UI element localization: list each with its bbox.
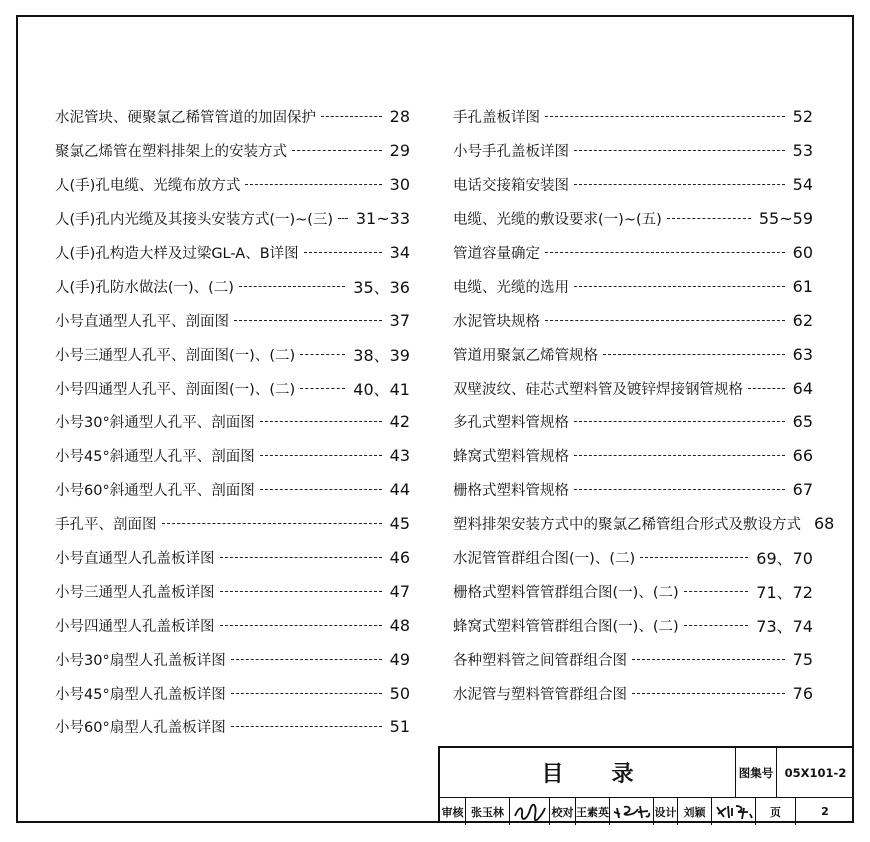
toc-leader-line	[545, 320, 785, 321]
toc-right-column	[453, 100, 835, 710]
toc-entry-title: 小号60°斜通型人孔平、剖面图	[55, 483, 255, 500]
toc-leader-line	[574, 184, 785, 185]
toc-entry	[453, 168, 813, 202]
toc-leader-line	[603, 354, 785, 355]
toc-entry	[55, 642, 410, 676]
toc-entry	[453, 574, 813, 608]
toc-leader-line	[260, 455, 382, 456]
toc-entry-title: 栅格式塑料管规格	[453, 483, 569, 500]
toc-entry-title: 多孔式塑料管规格	[453, 415, 569, 432]
title-block	[438, 746, 854, 823]
toc-entry-page: 49	[389, 649, 410, 669]
toc-entry	[55, 168, 410, 202]
toc-entry-title: 水泥管块规格	[453, 313, 540, 330]
toc-entry-page: 44	[389, 480, 410, 500]
page-label: 页	[756, 798, 796, 825]
toc-entry-page: 62	[792, 310, 813, 330]
toc-leader-line	[220, 591, 382, 592]
checker-name: 王素英	[576, 798, 610, 825]
toc-entry-page: 63	[792, 344, 813, 364]
toc-entry-title: 聚氯乙烯管在塑料排架上的安装方式	[55, 144, 287, 161]
toc-leader-line	[245, 184, 381, 185]
toc-entry-title: 小号45°斜通型人孔平、剖面图	[55, 449, 255, 466]
review-label: 审核	[440, 798, 466, 825]
toc-entry-page: 64	[792, 378, 813, 398]
toc-entry-title: 双壁波纹、硅芯式塑料管及镀锌焊接钢管规格	[453, 381, 743, 398]
toc-entry-page: 73、74	[756, 616, 813, 636]
toc-entry-title: 管道用聚氯乙烯管规格	[453, 347, 598, 364]
toc-entry	[55, 371, 410, 405]
toc-entry-title: 人(手)孔防水做法(一)、(二)	[55, 279, 234, 296]
toc-entry-page: 47	[389, 581, 410, 601]
drawing-title: 目录	[440, 748, 736, 797]
toc-entry-page: 67	[792, 480, 813, 500]
toc-entry	[55, 541, 410, 575]
toc-leader-line	[667, 218, 751, 219]
toc-entry	[453, 100, 813, 134]
toc-entry-title: 手孔平、剖面图	[55, 517, 157, 534]
toc-entry-title: 各种塑料管之间管群组合图	[453, 652, 627, 669]
toc-leader-line	[239, 286, 345, 287]
toc-leader-line	[231, 726, 382, 727]
reviewer-name: 张玉林	[466, 798, 510, 825]
toc-entry	[55, 473, 410, 507]
toc-leader-line	[300, 388, 345, 389]
toc-entry-page: 40、41	[353, 379, 410, 399]
toc-entry-title: 小号60°扇型人孔盖板详图	[55, 720, 226, 737]
toc-entry	[55, 507, 410, 541]
toc-entry	[453, 507, 835, 541]
toc-entry	[453, 473, 813, 507]
toc-entry-page: 30	[389, 175, 410, 195]
toc-entry	[55, 236, 410, 270]
toc-entry-title: 小号30°扇型人孔盖板详图	[55, 652, 226, 669]
toc-entry-page: 60	[792, 243, 813, 262]
toc-entry-title: 管道容量确定	[453, 246, 540, 262]
toc-entry-page: 52	[792, 107, 813, 127]
toc-entry-page: 28	[389, 107, 410, 127]
toc-leader-line	[220, 557, 382, 558]
toc-leader-line	[545, 116, 785, 117]
toc-entry	[55, 710, 410, 744]
toc-entry-title: 水泥管与塑料管管群组合图	[453, 686, 627, 703]
toc-leader-line	[231, 693, 382, 694]
toc-leader-line	[632, 693, 785, 694]
toc-entry-page: 29	[389, 141, 410, 161]
toc-entry	[453, 303, 813, 337]
toc-entry-page: 31~33	[355, 209, 410, 229]
atlas-number-label: 图集号	[736, 748, 777, 797]
toc-entry	[55, 269, 410, 303]
toc-entry	[453, 371, 813, 405]
toc-entry-title: 蜂窝式塑料管规格	[453, 449, 569, 466]
toc-entry-title: 小号手孔盖板详图	[453, 144, 569, 161]
toc-entry	[55, 337, 410, 371]
toc-entry-page: 61	[792, 276, 813, 296]
toc-leader-line	[574, 286, 785, 287]
toc-entry-title: 电缆、光缆的选用	[453, 279, 569, 296]
toc-entry-page: 48	[389, 615, 410, 635]
toc-entry	[55, 676, 410, 710]
toc-leader-line	[748, 388, 785, 389]
toc-leader-line	[300, 354, 345, 355]
designer-signature	[712, 798, 756, 825]
toc-entry-title: 小号三通型人孔盖板详图	[55, 584, 215, 601]
toc-leader-line	[338, 218, 348, 219]
toc-entry	[453, 134, 813, 168]
toc-entry	[55, 574, 410, 608]
toc-leader-line	[220, 625, 382, 626]
toc-entry-page: 54	[792, 175, 813, 195]
toc-leader-line	[234, 320, 382, 321]
toc-entry-title: 电缆、光缆的敷设要求(一)~(五)	[453, 212, 662, 229]
toc-leader-line	[292, 150, 382, 151]
toc-entry-page: 43	[389, 446, 410, 466]
toc-entry	[55, 100, 410, 134]
toc-entry	[55, 439, 410, 473]
toc-entry	[453, 676, 813, 710]
toc-entry-title: 小号四通型人孔盖板详图	[55, 618, 215, 635]
toc-entry-title: 小号45°扇型人孔盖板详图	[55, 686, 226, 703]
toc-leader-line	[684, 591, 749, 592]
toc-entry	[453, 642, 813, 676]
toc-leader-line	[162, 523, 382, 524]
designer-name: 刘颖	[678, 798, 712, 825]
toc-entry-title: 人(手)孔内光缆及其接头安装方式(一)~(三)	[55, 212, 334, 229]
toc-leader-line	[574, 489, 785, 490]
toc-entry	[55, 303, 410, 337]
toc-leader-line	[684, 625, 749, 626]
toc-entry	[453, 202, 813, 236]
toc-entry-page: 45	[389, 514, 410, 534]
toc-leader-line	[574, 421, 785, 422]
toc-entry	[453, 541, 813, 575]
toc-entry-title: 小号四通型人孔平、剖面图(一)、(二)	[55, 381, 296, 398]
toc-entry-title: 蜂窝式塑料管管群组合图(一)、(二)	[453, 618, 679, 635]
toc-entry-page: 65	[792, 412, 813, 432]
toc-entry-page: 75	[792, 649, 813, 669]
toc-leader-line	[321, 116, 382, 117]
toc-entry-title: 水泥管块、硬聚氯乙稀管管道的加固保护	[55, 110, 316, 127]
toc-left-column	[55, 100, 410, 744]
toc-leader-line	[574, 150, 785, 151]
toc-entry-title: 人(手)孔电缆、光缆布放方式	[55, 178, 241, 195]
toc-leader-line	[231, 659, 382, 660]
toc-entry-page: 76	[792, 683, 813, 703]
toc-entry	[55, 608, 410, 642]
toc-entry-title: 小号三通型人孔平、剖面图(一)、(二)	[55, 347, 296, 364]
toc-leader-line	[574, 455, 785, 456]
design-label: 设计	[654, 798, 678, 825]
toc-entry-page: 50	[389, 683, 410, 703]
toc-entry	[453, 439, 813, 473]
toc-entry-title: 电话交接箱安装图	[453, 178, 569, 195]
toc-entry-page: 37	[389, 310, 410, 330]
toc-entry-page: 42	[389, 412, 410, 432]
toc-entry-page: 69、70	[756, 549, 813, 569]
toc-entry-title: 水泥管管群组合图(一)、(二)	[453, 551, 636, 568]
toc-entry-page: 53	[792, 141, 813, 161]
toc-leader-line	[260, 489, 382, 490]
toc-leader-line	[545, 252, 785, 253]
check-label: 校对	[550, 798, 576, 825]
toc-entry	[453, 608, 813, 642]
toc-entry-page: 71、72	[756, 582, 813, 602]
toc-entry-page: 35、36	[353, 277, 410, 297]
toc-entry-title: 塑料排架安装方式中的聚氯乙稀管组合形式及敷设方式	[453, 517, 801, 534]
toc-entry-page: 46	[389, 548, 410, 568]
checker-signature	[610, 798, 654, 825]
atlas-number: 05X101-2	[784, 765, 847, 780]
page-number: 2	[821, 805, 829, 818]
toc-leader-line	[260, 421, 382, 422]
toc-entry	[453, 236, 813, 270]
toc-entry	[453, 405, 813, 439]
toc-entry-page: 55~59	[758, 209, 813, 229]
toc-entry-title: 小号直通型人孔平、剖面图	[55, 313, 229, 330]
toc-leader-line	[640, 557, 748, 558]
toc-entry	[55, 405, 410, 439]
toc-entry-page: 51	[389, 717, 410, 737]
toc-entry	[55, 202, 410, 236]
toc-entry-title: 手孔盖板详图	[453, 110, 540, 127]
toc-entry	[55, 134, 410, 168]
toc-entry-title: 栅格式塑料管管群组合图(一)、(二)	[453, 584, 679, 601]
toc-entry-title: 小号直通型人孔盖板详图	[55, 551, 215, 568]
toc-entry-page: 68	[814, 514, 835, 534]
toc-entry	[453, 337, 813, 371]
toc-entry-page: 66	[792, 446, 813, 466]
reviewer-signature	[510, 798, 550, 825]
toc-entry-title: 人(手)孔构造大样及过梁GL-A、B详图	[55, 246, 299, 262]
toc-leader-line	[304, 252, 382, 253]
toc-leader-line	[632, 659, 785, 660]
toc-entry-page: 38、39	[353, 345, 410, 365]
toc-entry	[453, 269, 813, 303]
toc-entry-page: 34	[389, 243, 410, 262]
toc-entry-title: 小号30°斜通型人孔平、剖面图	[55, 415, 255, 432]
